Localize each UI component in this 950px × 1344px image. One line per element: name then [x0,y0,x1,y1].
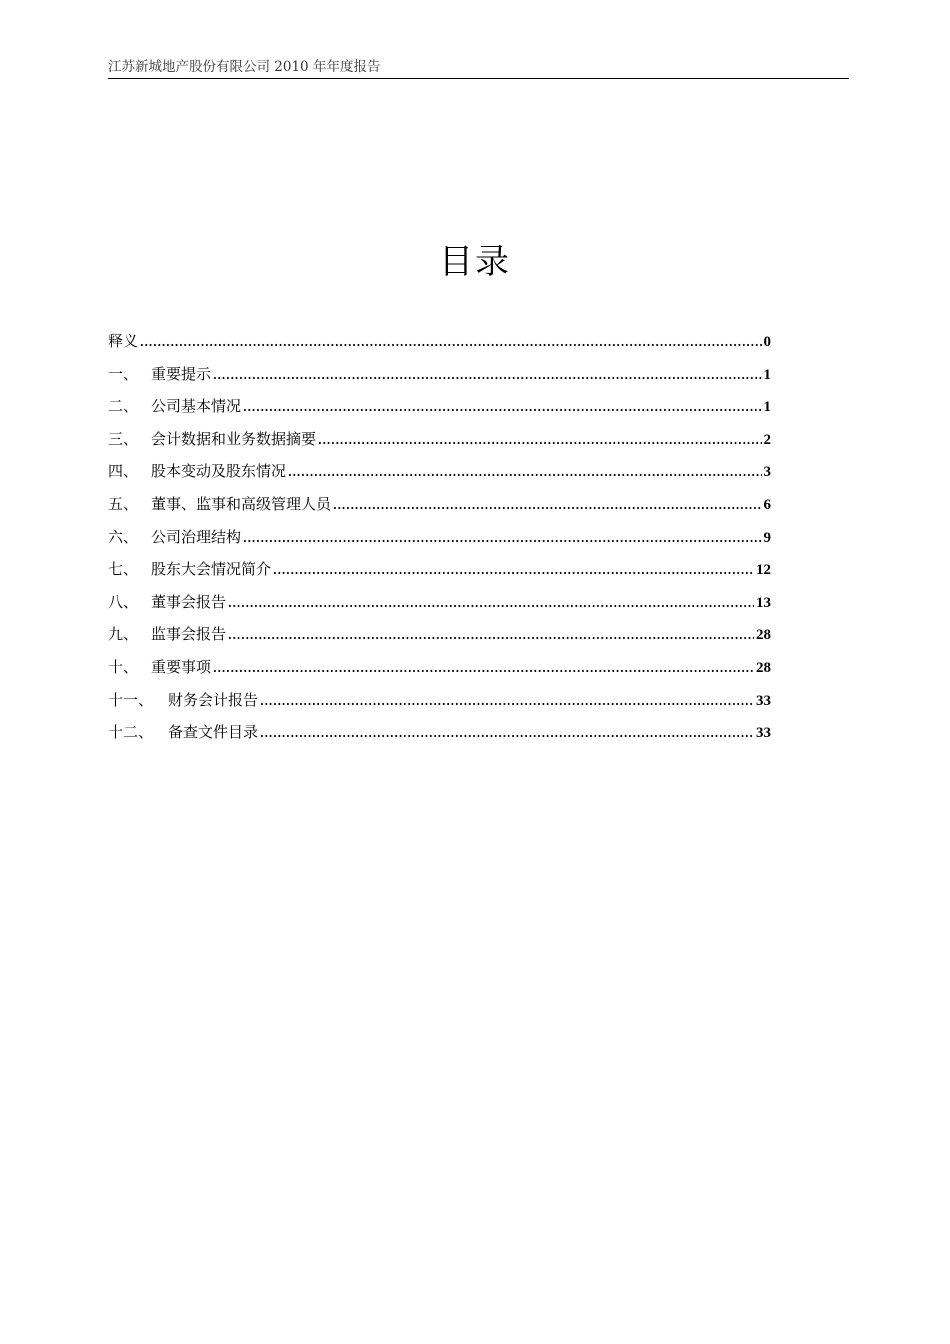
toc-entry-number: 二、 [108,397,139,416]
toc-entry-number: 一、 [108,364,139,383]
toc-entry-number: 十、 [108,657,139,676]
toc-entry-11[interactable] [108,688,771,721]
toc-title: 目录 [439,242,511,282]
toc-entry-label: 股东大会情况简介 [151,560,272,579]
toc-entry-label: 股本变动及股东情况 [151,462,287,481]
toc-entry-definitions[interactable] [108,329,771,362]
toc-entry-number: 九、 [108,625,139,644]
toc-entry-label: 董事会报告 [151,592,227,611]
toc-leader-dots [213,364,761,388]
toc-entry-9[interactable] [108,622,771,655]
toc-entry-number: 五、 [108,494,139,513]
toc-entry-6[interactable] [108,525,771,558]
toc-entry-page: 28 [756,627,771,644]
toc-entry-label: 监事会报告 [151,625,227,644]
toc-entry-page: 12 [756,562,771,579]
toc-entry-page: 33 [756,692,771,709]
toc-entry-label: 公司治理结构 [151,527,242,546]
toc-entry-12[interactable] [108,720,771,753]
toc-entry-number: 六、 [108,527,139,546]
toc-entry-number: 八、 [108,592,139,611]
table-of-contents [108,329,771,753]
toc-leader-dots [243,396,761,420]
toc-leader-dots [288,461,761,485]
toc-leader-dots [213,657,754,681]
toc-entry-page: 1 [763,399,771,416]
page-header [108,58,849,79]
toc-entry-page: 1 [763,366,771,383]
toc-entry-page: 13 [756,594,771,611]
toc-entry-page: 2 [763,431,771,448]
toc-leader-dots [228,592,754,616]
toc-entry-page: 28 [756,659,771,676]
toc-entry-number: 七、 [108,560,139,579]
toc-leader-dots [243,527,761,551]
toc-entry-page: 0 [763,334,771,350]
toc-entry-page: 6 [763,496,771,513]
toc-entry-label: 会计数据和业务数据摘要 [151,429,317,448]
toc-entry-page: 33 [756,725,771,742]
toc-entry-number: 十二、 [108,723,154,742]
toc-entry-number: 四、 [108,462,139,481]
toc-entry-label: 董事、监事和高级管理人员 [151,494,332,513]
toc-leader-dots [228,624,754,648]
toc-entry-2[interactable] [108,394,771,427]
toc-leader-dots [260,690,754,714]
toc-leader-dots [318,429,761,453]
toc-leader-dots [140,331,761,355]
toc-leader-dots [333,494,761,518]
toc-entry-label: 财务会计报告 [168,690,259,709]
toc-entry-1[interactable] [108,362,771,395]
toc-entry-10[interactable] [108,655,771,688]
toc-leader-dots [260,722,754,746]
toc-entry-label: 重要提示 [151,364,212,383]
toc-entry-3[interactable] [108,427,771,460]
header-title: 江苏新城地产股份有限公司 2010 年年度报告 [108,59,381,75]
toc-entry-label: 释义 [108,332,139,350]
toc-leader-dots [273,559,754,583]
toc-entry-number: 三、 [108,429,139,448]
toc-entry-label: 公司基本情况 [151,397,242,416]
toc-entry-5[interactable] [108,492,771,525]
toc-entry-4[interactable] [108,459,771,492]
toc-entry-number: 十一、 [108,690,154,709]
toc-entry-page: 9 [763,529,771,546]
toc-entry-label: 备查文件目录 [168,723,259,742]
toc-entry-7[interactable] [108,557,771,590]
toc-entry-8[interactable] [108,590,771,623]
toc-entry-page: 3 [763,464,771,481]
toc-entry-label: 重要事项 [151,657,212,676]
